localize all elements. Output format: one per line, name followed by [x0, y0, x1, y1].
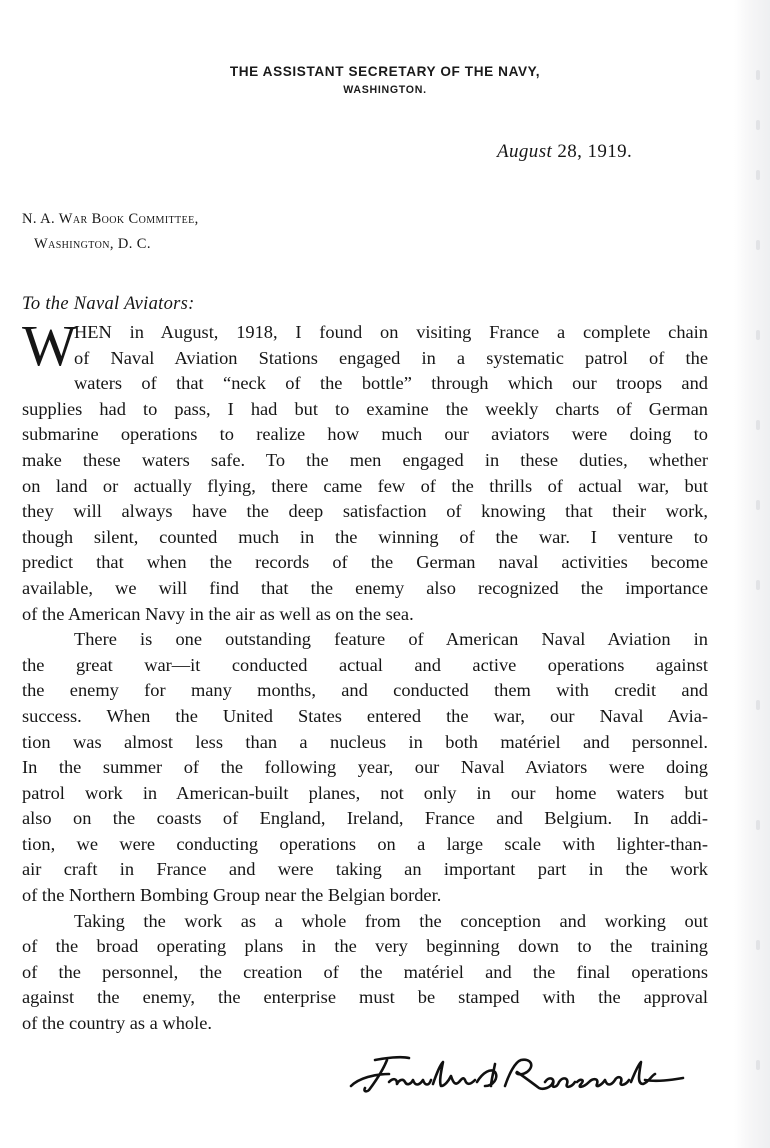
body-line: predict that when the records of the German naval activities become	[22, 552, 708, 573]
date-month: August	[497, 141, 553, 162]
body-line: air craft in France and were taking an important part in the work	[22, 859, 708, 880]
addressee-line-1: N. A. War Book Committee,	[22, 211, 199, 227]
body-line: tion was almost less than a nucleus in both matériel and personnel.	[22, 731, 708, 752]
body-line: available, we will find that the enemy also recognized the importance	[22, 577, 708, 598]
body-line: supplies had to pass, I had but to examine the weekly charts of German	[22, 398, 708, 419]
letterhead-location: WASHINGTON.	[343, 84, 427, 96]
body-line: success. When the United States entered the war, our Naval Avia-	[22, 705, 708, 726]
letter-body	[22, 313, 708, 1037]
body-line: tion, we were conducting operations on a large scale with lighter-than-	[22, 833, 708, 854]
addressee-block	[22, 207, 199, 257]
signature	[345, 1052, 690, 1102]
body-line: make these waters safe. To the men engaged in these duties, whether	[22, 449, 708, 470]
body-line: of the American Navy in the air as well as on the sea.	[22, 603, 414, 624]
body-line: waters of that “neck of the bottle” through which our troops and	[74, 373, 708, 394]
body-line: they will always have the deep satisfaction of knowing that their work,	[22, 501, 708, 522]
letterhead	[0, 64, 770, 97]
drop-cap: W	[22, 313, 77, 378]
body-line: of the personnel, the creation of the matériel and the final operations	[22, 961, 708, 982]
body-line: submarine operations to realize how much our aviators were doing to	[22, 424, 708, 445]
date-day-year: 28, 1919.	[557, 141, 633, 162]
body-line: of the Northern Bombing Group near the Belgian border.	[22, 885, 442, 906]
body-line: the enemy for many months, and conducted them with credit and	[22, 680, 708, 701]
letterhead-title: THE ASSISTANT SECRETARY OF THE NAVY,	[229, 64, 541, 79]
body-line: There is one outstanding feature of American Naval Aviation in	[74, 629, 708, 650]
body-line: on land or actually flying, there came few of the thrills of actual war, but	[22, 475, 708, 496]
addressee-line-2: Washington, D. C.	[34, 236, 151, 252]
body-line: patrol work in American-built planes, not only in our home waters but	[22, 782, 708, 803]
salutation: To the Naval Aviators:	[22, 294, 195, 314]
body-line: the great war—it conducted actual and active operations against	[22, 654, 708, 675]
page-edge-bleed	[734, 0, 770, 1148]
body-line: of the country as a whole.	[22, 1013, 212, 1034]
body-line: though silent, counted much in the winning of the war. I venture to	[22, 526, 708, 547]
handwritten-signature-icon	[345, 1052, 690, 1102]
body-line: also on the coasts of England, Ireland, France and Belgium. In addi-	[22, 808, 708, 829]
body-line: Taking the work as a whole from the conception and working out	[74, 910, 708, 931]
body-line: against the enemy, the enterprise must be stamped with the approval	[22, 987, 708, 1008]
body-line: of the broad operating plans in the very beginning down to the training	[22, 936, 708, 957]
body-line: of Naval Aviation Stations engaged in a systematic patrol of the	[74, 347, 708, 368]
letter-date	[497, 141, 632, 163]
body-line: HEN in August, 1918, I found on visiting France a complete chain	[74, 322, 708, 342]
body-line: In the summer of the following year, our Naval Aviators were doing	[22, 757, 708, 778]
